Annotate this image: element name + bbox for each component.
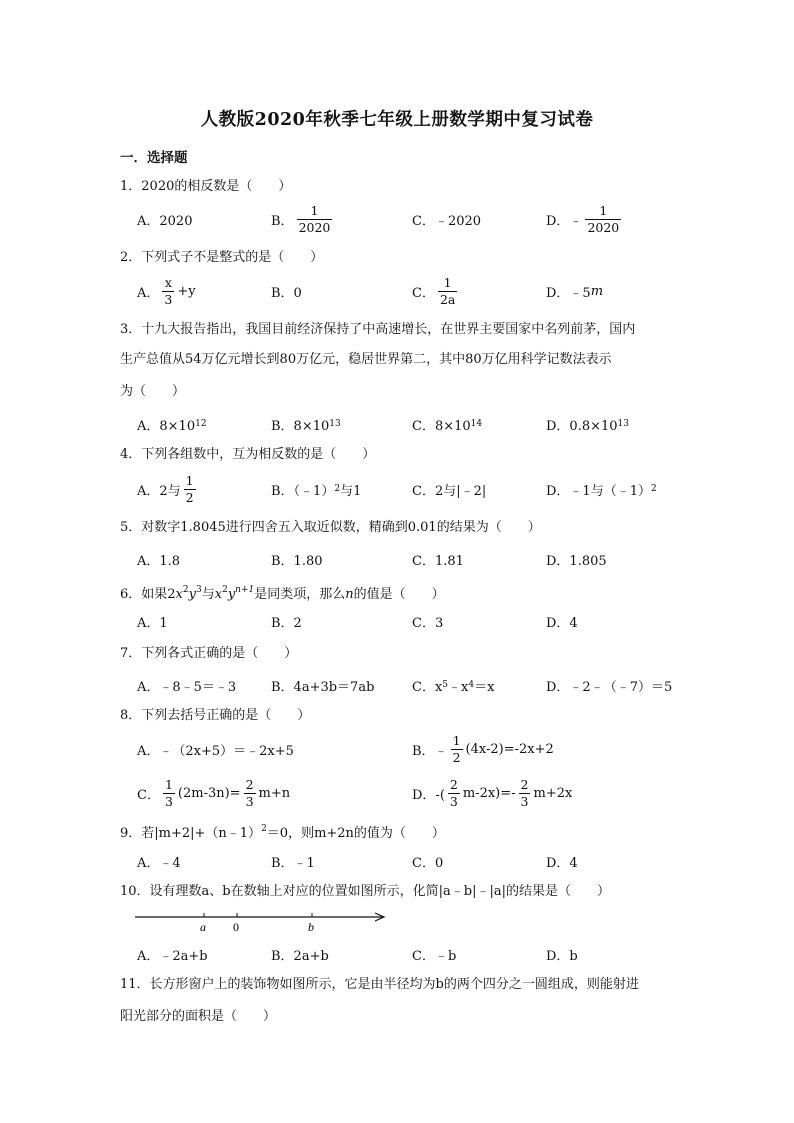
option-a: A．﹣4 (137, 855, 181, 871)
option-d: D．0.8×10 13 (546, 418, 629, 434)
option-d: D．﹣ $\frac{1}{2020}$ (546, 203, 620, 235)
option-b: B．0 (271, 285, 302, 301)
option-c: C． $\frac{1}{3}$ (2m-3n)= $\frac{2}{3}$ m+n (137, 777, 291, 809)
question-3-stem-line-3: 为（ ） (120, 384, 186, 399)
option-c: C．2与|﹣2| (412, 483, 487, 499)
question-7-stem: 7．下列各式正确的是（ ） (120, 646, 298, 661)
option-b: B．1.80 (271, 553, 323, 569)
option-b: B．8×10 13 (271, 418, 341, 434)
question-9-options (0, 844, 794, 878)
section-heading: 一．选择题 (120, 150, 188, 166)
question-9-stem: 9．若|m+2|+（n﹣1）$^2$＝0，则m+2n的值为（ ） (120, 824, 445, 841)
fraction: $\frac{1}{2020}$ (298, 203, 331, 235)
option-c: C．x 5 ﹣x 4 ＝x (412, 679, 495, 695)
option-a: A．2020 (137, 213, 193, 229)
question-3-stem-line-2: 生产总值从54万亿元增长到80万亿元，稳居世界第二，其中80万亿用科学记数法表示 (120, 352, 612, 367)
question-7-options (0, 668, 794, 702)
label-zero: 0 (233, 920, 239, 934)
option-b: B．﹣ $\frac{1}{2}$ (4x-2)=-2x+2 (412, 733, 554, 765)
option-c: C．3 (412, 615, 444, 631)
option-d: D．﹣1与（﹣1） 2 (546, 483, 657, 499)
option-c: C．﹣b (412, 948, 457, 964)
question-3-stem-line-1: 3．十九大报告指出，我国目前经济保持了中高速增长，在世界主要国家中名列前茅，国内 (120, 322, 636, 337)
option-b: B．2 (271, 615, 302, 631)
option-d: D．-( $\frac{2}{3}$ m-2x)=- $\frac{2}{3}$ m+2x (412, 777, 573, 809)
option-d: D．1.805 (546, 553, 607, 569)
option-d: D．﹣2﹣（﹣7）＝5 (546, 679, 673, 695)
question-6-stem: 6．如果$2x^2y^3$与$x^2y^{n+1}$是同类项，那么n的值是（ ） (120, 585, 445, 602)
label-a: a (200, 920, 206, 934)
fraction: $\frac{1}{2}$ (185, 473, 194, 505)
option-b: B．4a+3b＝7ab (271, 679, 375, 695)
option-d: D．4 (546, 615, 578, 631)
question-2-stem: 2．下列式子不是整式的是（ ） (120, 250, 324, 265)
option-d: D．﹣5 m (546, 283, 604, 301)
question-1-options (0, 202, 794, 236)
fraction: $\frac{1}{2020}$ (587, 203, 620, 235)
question-1-stem: 1．2020的相反数是（ ） (120, 179, 292, 194)
option-b: B．2a+b (271, 948, 329, 964)
question-4-options (0, 472, 794, 506)
option-a: A．﹣8﹣5＝﹣3 (137, 679, 237, 695)
fraction: $\frac{2}{3}$ (520, 777, 529, 809)
question-8-stem: 8．下列去括号正确的是（ ） (120, 708, 311, 723)
question-2-options (0, 274, 794, 308)
option-c: C．8×10 14 (412, 418, 483, 434)
option-a: A．﹣（2x+5）＝﹣2x+5 (137, 743, 294, 759)
question-3-options (0, 407, 794, 441)
question-11-stem-line-1: 11．长方形窗户上的装饰物如图所示，它是由半径均为b的两个四分之一圆组成，则能射进 (120, 977, 639, 992)
option-d: D．4 (546, 855, 578, 871)
question-6-options (0, 604, 794, 638)
fraction: $\frac{1}{3}$ (164, 777, 173, 809)
option-c: C． $\frac{1}{2a}$ (412, 275, 456, 307)
question-10-stem: 10．设有理数a、b在数轴上对应的位置如图所示，化简|a﹣b|﹣|a|的结果是（ ） (120, 884, 610, 899)
label-b: b (308, 920, 314, 934)
option-a: A． $\frac{x}{3}$ +y (137, 275, 196, 307)
question-11-stem-line-2: 阳光部分的面积是（ ） (120, 1009, 277, 1024)
option-c: C．﹣2020 (412, 213, 482, 229)
option-a: A．﹣2a+b (137, 948, 208, 964)
question-8-options-row-2 (0, 776, 794, 810)
question-10-options (0, 937, 794, 971)
option-b: B．（﹣1） 2 与1 (271, 483, 362, 499)
question-5-options (0, 542, 794, 576)
number-line-figure (130, 908, 390, 934)
option-c: C．1.81 (412, 553, 464, 569)
question-4-stem: 4．下列各组数中，互为相反数的是（ ） (120, 447, 376, 462)
question-5-stem: 5．对数字1.8045进行四舍五入取近似数，精确到0.01的结果为（ ） (120, 520, 541, 535)
option-a: A．2与 $\frac{1}{2}$ (137, 473, 194, 505)
option-a: A．1.8 (137, 553, 181, 569)
option-c: C．0 (412, 855, 444, 871)
option-a: A．8×10 12 (137, 418, 207, 434)
option-d: D．b (546, 948, 578, 964)
option-a: A．1 (137, 615, 168, 631)
exam-title: 人教版2020年秋季七年级上册数学期中复习试卷 (200, 110, 594, 130)
fraction: $\frac{2}{3}$ (245, 777, 254, 809)
option-b: B．﹣1 (271, 855, 315, 871)
fraction: $\frac{x}{3}$ (164, 275, 173, 307)
question-8-options-row-1 (0, 732, 794, 766)
fraction: $\frac{1}{2a}$ (439, 275, 456, 307)
option-b: B． $\frac{1}{2020}$ (271, 203, 331, 235)
fraction: $\frac{1}{2}$ (452, 733, 461, 765)
fraction: $\frac{2}{3}$ (449, 777, 458, 809)
